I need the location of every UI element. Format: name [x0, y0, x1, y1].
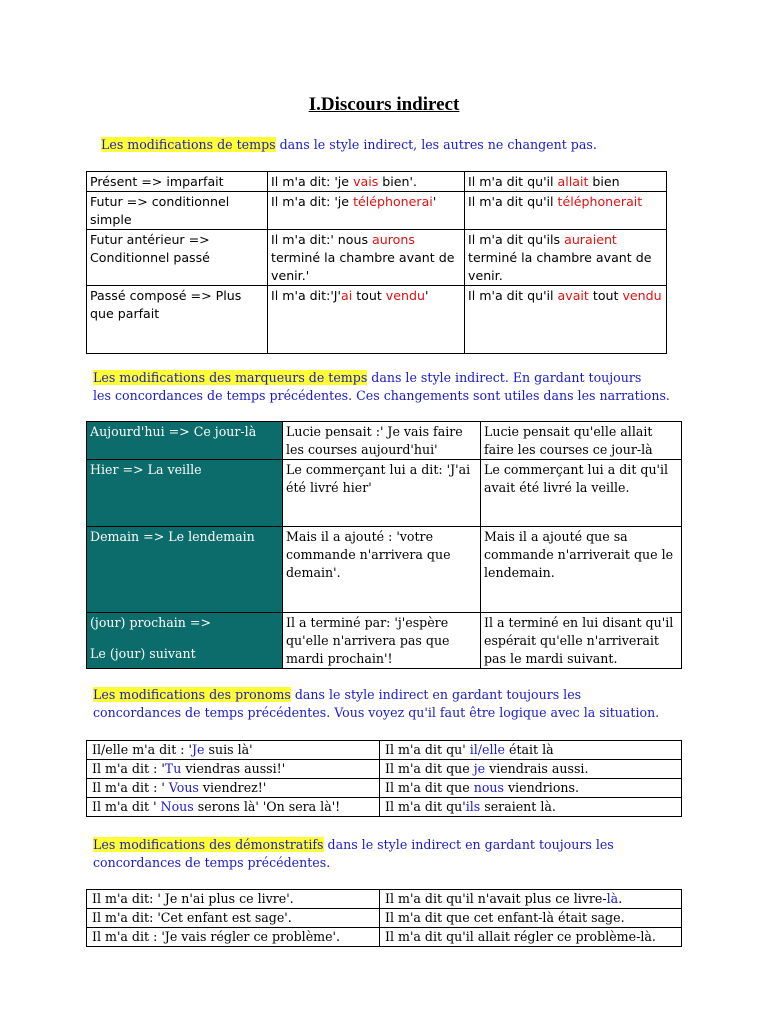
- marker-rule: (jour) prochain => Le (jour) suivant: [87, 613, 283, 669]
- indirect-example: Il m'a dit qu'il allait régler ce problème-là.: [380, 928, 682, 947]
- indirect-example: Il a terminé en lui disant qu'il espérait qu'elle n'arriverait pas le mardi suivant.: [481, 613, 682, 669]
- table-row: [87, 286, 667, 354]
- table-row: [87, 527, 682, 613]
- marker-rule: Hier => La veille: [87, 460, 283, 527]
- table-row: [87, 760, 682, 779]
- time-markers-table: [86, 421, 682, 669]
- section4-intro-rest: dans le style indirect en gardant toujours les: [323, 837, 614, 852]
- indirect-example: Le commerçant lui a dit qu'il avait été livré la veille.: [481, 460, 682, 527]
- section2-intro-highlight: Les modifications des marqueurs de temps: [93, 370, 368, 385]
- direct-example: Il m'a dit: 'Cet enfant est sage'.: [87, 909, 380, 928]
- table-row: [87, 798, 682, 817]
- table-row: [87, 613, 682, 669]
- table-row: [87, 192, 667, 230]
- pronouns-table: [86, 740, 682, 817]
- indirect-example: Lucie pensait qu'elle allait faire les courses ce jour-là: [481, 422, 682, 460]
- marker-rule: Aujourd'hui => Ce jour-là: [87, 422, 283, 460]
- tense-rule: Passé composé => Plus que parfait: [87, 286, 268, 354]
- indirect-example: Il m'a dit qu'il n'avait plus ce livre-là.: [380, 890, 682, 909]
- tense-rule: Présent => imparfait: [87, 172, 268, 192]
- indirect-example: Il m'a dit qu'il téléphonerait: [465, 192, 667, 230]
- direct-example: Il m'a dit:'J'ai tout vendu': [268, 286, 465, 354]
- section3-intro-highlight: Les modifications des pronoms: [93, 687, 291, 702]
- table-row: [87, 172, 667, 192]
- table-row: [87, 422, 682, 460]
- table-row: [87, 230, 667, 286]
- direct-example: Il/elle m'a dit : 'Je suis là': [87, 741, 380, 760]
- direct-example: Il m'a dit: ' Je n'ai plus ce livre'.: [87, 890, 380, 909]
- direct-example: Le commerçant lui a dit: 'J'ai été livré hier': [283, 460, 481, 527]
- demonstratives-table: [86, 889, 682, 947]
- direct-example: Il m'a dit : 'Tu viendras aussi!': [87, 760, 380, 779]
- table-row: [87, 909, 682, 928]
- section3-intro: [93, 686, 753, 722]
- page-title: I.Discours indirect: [308, 94, 460, 115]
- direct-example: Lucie pensait :' Je vais faire les courses aujourd'hui': [283, 422, 481, 460]
- direct-example: Il m'a dit:' nous aurons terminé la chambre avant de venir.': [268, 230, 465, 286]
- direct-example: Il m'a dit: 'je téléphonerai': [268, 192, 465, 230]
- direct-example: Il a terminé par: 'j'espère qu'elle n'arrivera pas que mardi prochain'!: [283, 613, 481, 669]
- section2-intro-rest: dans le style indirect. En gardant toujours: [367, 370, 642, 385]
- table-row: [87, 460, 682, 527]
- section3-intro-line2: concordances de temps précédentes. Vous voyez qu'il faut être logique avec la situation.: [93, 705, 660, 720]
- section2-intro: [93, 369, 753, 405]
- section1-intro-rest: dans le style indirect, les autres ne changent pas.: [275, 137, 597, 152]
- table-row: [87, 779, 682, 798]
- indirect-example: Il m'a dit qu'il allait bien: [465, 172, 667, 192]
- tense-rule: Futur antérieur => Conditionnel passé: [87, 230, 268, 286]
- section4-intro-line2: concordances de temps précédentes.: [93, 855, 331, 870]
- tense-table: [86, 171, 667, 354]
- indirect-example: Mais il a ajouté que sa commande n'arriverait que le lendemain.: [481, 527, 682, 613]
- direct-example: Il m'a dit : 'Je vais régler ce problème'.: [87, 928, 380, 947]
- indirect-example: Il m'a dit que cet enfant-là était sage.: [380, 909, 682, 928]
- direct-example: Il m'a dit ' Nous serons là' 'On sera là'!: [87, 798, 380, 817]
- indirect-example: Il m'a dit qu'il avait tout vendu: [465, 286, 667, 354]
- direct-example: Il m'a dit : ' Vous viendrez!': [87, 779, 380, 798]
- section1-intro: [101, 136, 741, 154]
- direct-example: Il m'a dit: 'je vais bien'.: [268, 172, 465, 192]
- table-row: [87, 890, 682, 909]
- indirect-example: Il m'a dit qu'ils seraient là.: [380, 798, 682, 817]
- indirect-example: Il m'a dit qu' il/elle était là: [380, 741, 682, 760]
- section4-intro-highlight: Les modifications des démonstratifs: [93, 837, 324, 852]
- indirect-example: Il m'a dit que nous viendrions.: [380, 779, 682, 798]
- indirect-example: Il m'a dit que je viendrais aussi.: [380, 760, 682, 779]
- section3-intro-rest: dans le style indirect en gardant toujours les: [290, 687, 582, 702]
- table-row: [87, 928, 682, 947]
- table-row: [87, 741, 682, 760]
- section2-intro-line2: les concordances de temps précédentes. Ces changements sont utiles dans les narrations.: [93, 388, 670, 403]
- tense-rule: Futur => conditionnel simple: [87, 192, 268, 230]
- section1-intro-highlight: Les modifications de temps: [101, 137, 276, 152]
- marker-rule: Demain => Le lendemain: [87, 527, 283, 613]
- direct-example: Mais il a ajouté : 'votre commande n'arrivera que demain'.: [283, 527, 481, 613]
- section4-intro: [93, 836, 753, 872]
- indirect-example: Il m'a dit qu'ils auraient terminé la chambre avant de venir.: [465, 230, 667, 286]
